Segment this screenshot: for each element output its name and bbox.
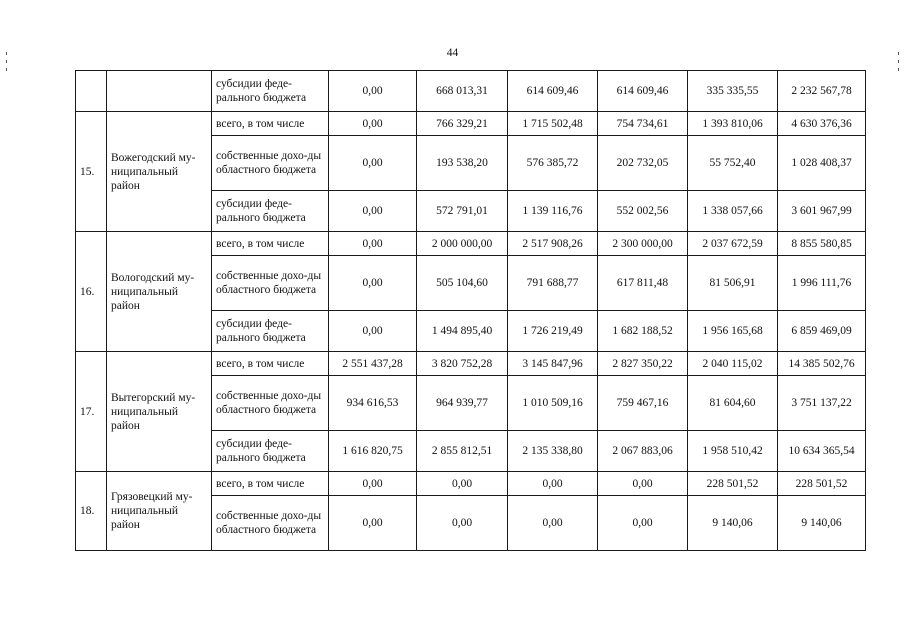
amount-cell: 2 000 000,00: [417, 232, 508, 256]
amount-cell: 1 338 057,66: [688, 191, 778, 232]
amount-cell: 614 609,46: [598, 71, 688, 112]
amount-cell: 55 752,40: [688, 136, 778, 191]
funding-type-cell: собственные дохо-ды областного бюджета: [212, 256, 329, 311]
page-number: 44: [446, 47, 459, 59]
amount-cell: 0,00: [329, 136, 417, 191]
amount-cell: 2 300 000,00: [598, 232, 688, 256]
amount-cell: 1 010 509,16: [508, 376, 598, 431]
district-name-cell: Вожегодский му-ниципальный район: [107, 112, 212, 232]
amount-cell: 0,00: [508, 472, 598, 496]
amount-cell: 81 506,91: [688, 256, 778, 311]
budget-table: [75, 70, 866, 551]
amount-cell: 0,00: [329, 311, 417, 352]
amount-cell: 1 616 820,75: [329, 431, 417, 472]
amount-cell: 0,00: [329, 472, 417, 496]
amount-cell: 3 751 137,22: [778, 376, 866, 431]
amount-cell: 1 139 116,76: [508, 191, 598, 232]
amount-cell: 4 630 376,36: [778, 112, 866, 136]
row-number-cell: 15.: [76, 112, 107, 232]
amount-cell: 8 855 580,85: [778, 232, 866, 256]
amount-cell: 0,00: [598, 496, 688, 551]
funding-type-cell: собственные дохо-ды областного бюджета: [212, 496, 329, 551]
funding-type-cell: всего, в том числе: [212, 472, 329, 496]
amount-cell: 617 811,48: [598, 256, 688, 311]
amount-cell: 2 517 908,26: [508, 232, 598, 256]
amount-cell: 1 726 219,49: [508, 311, 598, 352]
amount-cell: 3 145 847,96: [508, 352, 598, 376]
amount-cell: 2 827 350,22: [598, 352, 688, 376]
district-name-cell: Вологодский му-ниципальный район: [107, 232, 212, 352]
district-name-cell: Грязовецкий му-ниципальный район: [107, 472, 212, 551]
amount-cell: 228 501,52: [688, 472, 778, 496]
amount-cell: 0,00: [329, 232, 417, 256]
amount-cell: 0,00: [329, 71, 417, 112]
amount-cell: 2 037 672,59: [688, 232, 778, 256]
amount-cell: 1 958 510,42: [688, 431, 778, 472]
amount-cell: 1 393 810,06: [688, 112, 778, 136]
amount-cell: 766 329,21: [417, 112, 508, 136]
amount-cell: 614 609,46: [508, 71, 598, 112]
table-row: [76, 352, 866, 376]
row-number-cell: 18.: [76, 472, 107, 551]
scan-edge-mark: [6, 68, 7, 71]
amount-cell: 14 385 502,76: [778, 352, 866, 376]
amount-cell: 1 956 165,68: [688, 311, 778, 352]
amount-cell: 934 616,53: [329, 376, 417, 431]
row-number-cell: [76, 71, 107, 112]
amount-cell: 2 040 115,02: [688, 352, 778, 376]
district-name-cell: [107, 71, 212, 112]
amount-cell: 0,00: [329, 191, 417, 232]
amount-cell: 3 820 752,28: [417, 352, 508, 376]
amount-cell: 9 140,06: [688, 496, 778, 551]
amount-cell: 0,00: [598, 472, 688, 496]
amount-cell: 335 335,55: [688, 71, 778, 112]
table-row: [76, 472, 866, 496]
funding-type-cell: всего, в том числе: [212, 112, 329, 136]
amount-cell: 0,00: [417, 496, 508, 551]
amount-cell: 2 135 338,80: [508, 431, 598, 472]
funding-type-cell: субсидии феде-ральногo бюджета: [212, 71, 329, 112]
amount-cell: 1 996 111,76: [778, 256, 866, 311]
amount-cell: 228 501,52: [778, 472, 866, 496]
scan-edge-mark: [6, 52, 7, 55]
table-row: [76, 232, 866, 256]
funding-type-cell: субсидии феде-рального бюджета: [212, 311, 329, 352]
funding-type-cell: всего, в том числе: [212, 352, 329, 376]
amount-cell: 1 028 408,37: [778, 136, 866, 191]
amount-cell: 1 494 895,40: [417, 311, 508, 352]
amount-cell: 2 855 812,51: [417, 431, 508, 472]
amount-cell: 0,00: [329, 112, 417, 136]
district-name-cell: Вытегорский му-ниципальный район: [107, 352, 212, 472]
scan-edge-mark: [6, 60, 7, 63]
amount-cell: 0,00: [417, 472, 508, 496]
scan-edge-mark: [898, 60, 899, 63]
amount-cell: 6 859 469,09: [778, 311, 866, 352]
amount-cell: 572 791,01: [417, 191, 508, 232]
funding-type-cell: собственные дохо-ды областного бюджета: [212, 376, 329, 431]
amount-cell: 1 715 502,48: [508, 112, 598, 136]
amount-cell: 0,00: [329, 496, 417, 551]
table-row: [76, 71, 866, 112]
amount-cell: 552 002,56: [598, 191, 688, 232]
scan-edge-mark: [898, 68, 899, 71]
table-row: [76, 112, 866, 136]
scan-edge-mark: [898, 52, 899, 55]
amount-cell: 10 634 365,54: [778, 431, 866, 472]
amount-cell: 505 104,60: [417, 256, 508, 311]
funding-type-cell: всего, в том числе: [212, 232, 329, 256]
funding-type-cell: субсидии феде-рального бюджета: [212, 431, 329, 472]
amount-cell: 1 682 188,52: [598, 311, 688, 352]
amount-cell: 668 013,31: [417, 71, 508, 112]
amount-cell: 3 601 967,99: [778, 191, 866, 232]
amount-cell: 2 551 437,28: [329, 352, 417, 376]
amount-cell: 759 467,16: [598, 376, 688, 431]
amount-cell: 2 067 883,06: [598, 431, 688, 472]
row-number-cell: 16.: [76, 232, 107, 352]
amount-cell: 0,00: [329, 256, 417, 311]
amount-cell: 202 732,05: [598, 136, 688, 191]
amount-cell: 2 232 567,78: [778, 71, 866, 112]
funding-type-cell: субсидии феде-рального бюджета: [212, 191, 329, 232]
amount-cell: 0,00: [508, 496, 598, 551]
row-number-cell: 17.: [76, 352, 107, 472]
amount-cell: 576 385,72: [508, 136, 598, 191]
amount-cell: 964 939,77: [417, 376, 508, 431]
amount-cell: 193 538,20: [417, 136, 508, 191]
amount-cell: 754 734,61: [598, 112, 688, 136]
amount-cell: 81 604,60: [688, 376, 778, 431]
funding-type-cell: собственные дохо-ды областного бюджета: [212, 136, 329, 191]
amount-cell: 9 140,06: [778, 496, 866, 551]
amount-cell: 791 688,77: [508, 256, 598, 311]
